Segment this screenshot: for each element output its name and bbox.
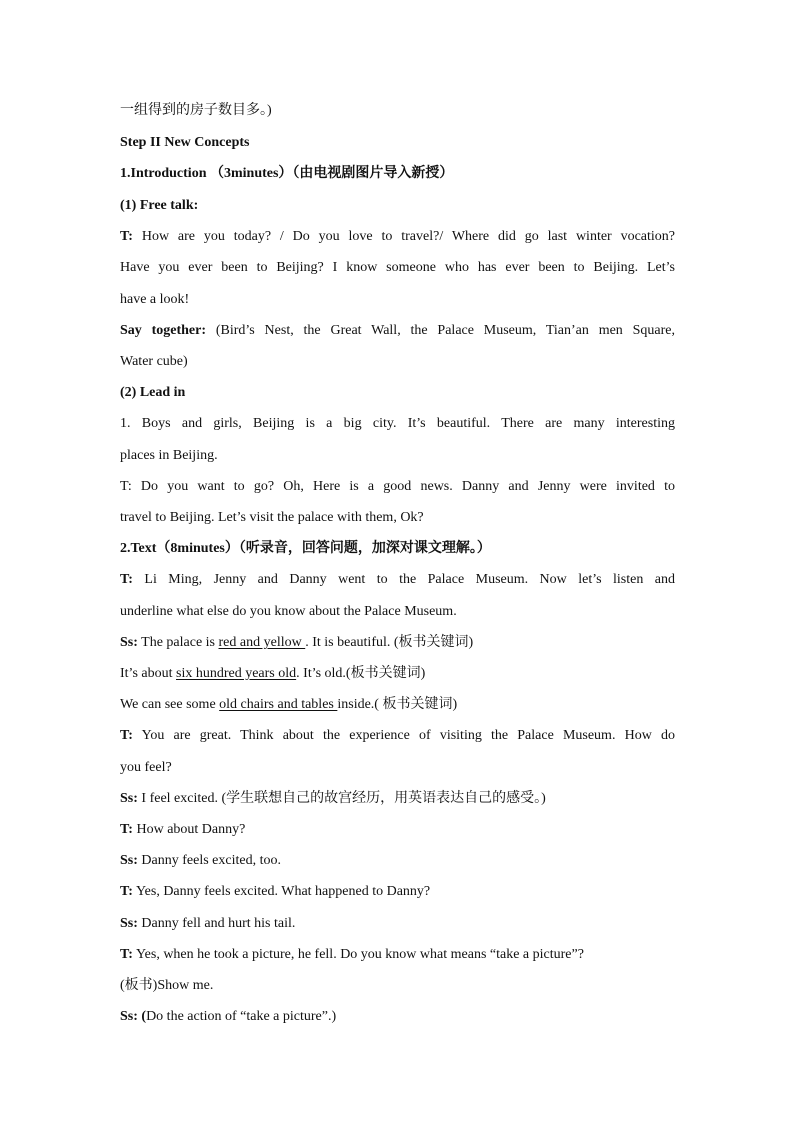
- speaker-label: Ss:: [120, 791, 138, 806]
- paragraph-line: [120, 664, 675, 684]
- dialogue-text: I feel excited. (学生联想自己的故宫经历，用英语表达自己的感受。): [137, 791, 546, 806]
- dialogue-text: inside.( 板书关键词): [337, 697, 458, 712]
- dialogue-text: . It is beautiful. (板书关键词): [305, 635, 474, 650]
- paragraph-line: [120, 726, 675, 746]
- speaker-label: T:: [120, 884, 133, 899]
- paragraph-line: travel to Beijing. Let’s visit the palace with them, Ok?: [120, 510, 424, 525]
- paragraph-line: Water cube): [120, 354, 188, 369]
- speaker-label: T:: [120, 728, 133, 743]
- paragraph-line: 1. Boys and girls, Beijing is a big city. It’s beautiful. There are many interesting: [120, 416, 675, 431]
- dialogue-text: How about Danny?: [132, 822, 246, 837]
- speaker-label: T:: [120, 572, 133, 587]
- dialogue-text: The palace is: [137, 635, 219, 650]
- dialogue-text: Yes, Danny feels excited. What happened to Danny?: [132, 884, 431, 899]
- paragraph-line: you feel?: [120, 760, 172, 775]
- underlined-keyword: six hundred years old: [176, 666, 297, 681]
- text-line-continuation: 一组得到的房子数目多。): [120, 103, 272, 118]
- paragraph-line: [120, 851, 675, 871]
- dialogue-text: You are great. Think about the experience of visiting the Palace Museum. How do: [132, 728, 675, 743]
- dialogue-text: Danny fell and hurt his tail.: [137, 916, 296, 931]
- paragraph-line: (板书)Show me.: [120, 978, 214, 993]
- dialogue-text: (Bird’s Nest, the Great Wall, the Palace Museum, Tian’an men Square,: [206, 323, 675, 338]
- heading-text: 2.Text（8minutes）（听录音，回答问题，加深对课文理解。）: [120, 541, 491, 556]
- underlined-keyword: old chairs and tables: [219, 697, 338, 712]
- paragraph-line: have a look!: [120, 292, 190, 307]
- dialogue-text: We can see some: [120, 697, 220, 712]
- dialogue-text: Li Ming, Jenny and Danny went to the Palace Museum. Now let’s listen and: [132, 572, 675, 587]
- paragraph-line: [120, 945, 675, 965]
- paragraph-line: [120, 321, 675, 341]
- speaker-label: T:: [120, 947, 133, 962]
- paragraph-line: [120, 570, 675, 590]
- paragraph-line: [120, 914, 675, 934]
- dialogue-text: Danny feels excited, too.: [137, 853, 281, 868]
- paragraph-line: underline what else do you know about the Palace Museum.: [120, 604, 457, 619]
- paragraph-line: [120, 882, 675, 902]
- heading-introduction: 1.Introduction （3minutes）（由电视剧图片导入新授）: [120, 166, 454, 181]
- subheading-lead-in: (2) Lead in: [120, 385, 186, 400]
- paragraph-line: [120, 820, 675, 840]
- subheading-free-talk: (1) Free talk:: [120, 198, 199, 213]
- speaker-label: Ss:: [120, 916, 138, 931]
- paragraph-line: [120, 789, 675, 809]
- heading-step-ii: Step II New Concepts: [120, 135, 250, 150]
- dialogue-text: . It’s old.(板书关键词): [296, 666, 426, 681]
- speaker-label: Say together:: [120, 323, 207, 338]
- underlined-keyword: red and yellow: [218, 635, 306, 650]
- paragraph-line: T: Do you want to go? Oh, Here is a good news. Danny and Jenny were invited to: [120, 479, 675, 494]
- speaker-label: Ss: (: [120, 1009, 147, 1024]
- dialogue-text: It’s about: [120, 666, 176, 681]
- paragraph-line: [120, 1007, 675, 1027]
- speaker-label: Ss:: [120, 853, 138, 868]
- dialogue-text: Do the action of “take a picture”.): [146, 1009, 337, 1024]
- paragraph-line: [120, 227, 675, 247]
- speaker-label: T:: [120, 229, 133, 244]
- speaker-label: Ss:: [120, 635, 138, 650]
- paragraph-line: Have you ever been to Beijing? I know someone who has ever been to Beijing. Let’s: [120, 260, 675, 275]
- speaker-label: T:: [120, 822, 133, 837]
- paragraph-line: [120, 695, 675, 715]
- paragraph-line: places in Beijing.: [120, 448, 218, 463]
- dialogue-text: How are you today? / Do you love to travel?/ Where did go last winter vocation?: [132, 229, 675, 244]
- paragraph-line: [120, 633, 675, 653]
- dialogue-text: Yes, when he took a picture, he fell. Do you know what means “take a picture”?: [132, 947, 584, 962]
